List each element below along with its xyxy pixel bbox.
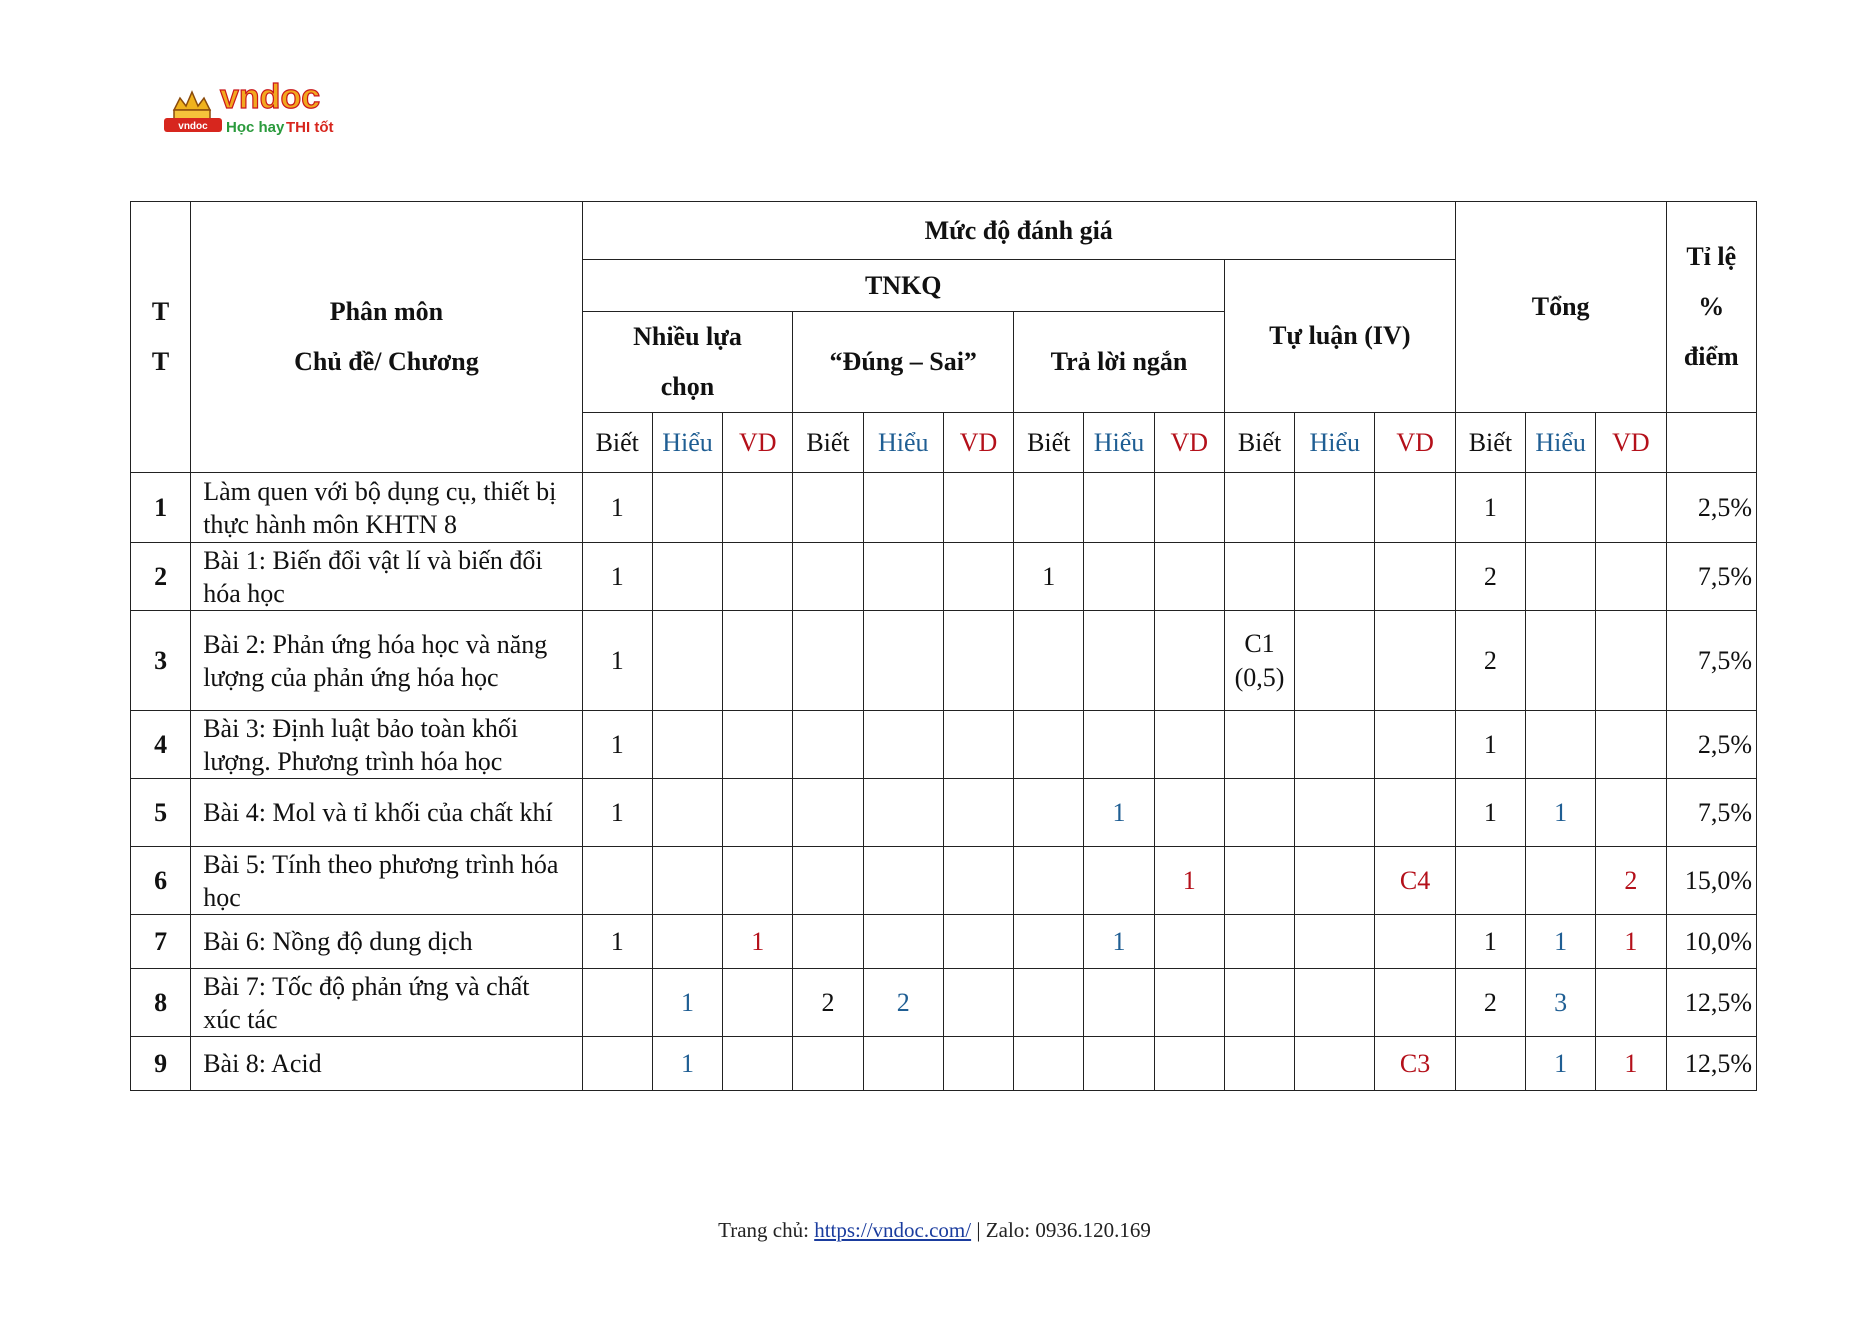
count-cell: 1 [1455,711,1525,779]
vndoc-logo [160,80,350,142]
count-cell [652,611,722,711]
count-cell [1375,779,1455,847]
count-cell [1526,611,1596,711]
count-cell [1295,969,1375,1037]
count-cell [652,847,722,915]
svg-text:Học hay: Học hay [226,119,285,136]
count-cell: 3 [1526,969,1596,1037]
count-cell [723,473,793,543]
count-cell [652,915,722,969]
header-tra-loi-ngan: Trả lời ngắn [1014,312,1225,413]
count-cell [1084,969,1154,1037]
count-cell [863,1037,943,1091]
count-cell [943,847,1013,915]
count-cell [793,611,863,711]
count-cell [943,969,1013,1037]
count-cell [863,611,943,711]
level-biet: Biết [1014,413,1084,473]
count-cell [1154,969,1224,1037]
count-cell [943,915,1013,969]
row-topic: Bài 7: Tốc độ phản ứng và chất xúc tác [191,969,582,1037]
table-row [131,543,1757,611]
count-cell: 2 [1455,543,1525,611]
count-cell: C4 [1375,847,1455,915]
count-cell [793,1037,863,1091]
count-cell [1224,969,1294,1037]
count-cell [1014,711,1084,779]
footer-link[interactable]: https://vndoc.com/ [814,1218,972,1242]
count-cell: 1 [582,611,652,711]
count-cell: 1 [582,543,652,611]
count-cell [793,779,863,847]
count-cell [582,1037,652,1091]
count-cell [1154,711,1224,779]
svg-text:THI tốt: THI tốt [286,119,334,136]
level-hieu: Hiểu [1084,413,1154,473]
assessment-matrix-table [130,201,1757,1091]
count-cell [1375,915,1455,969]
count-cell [793,473,863,543]
count-cell [1014,611,1084,711]
count-cell [863,847,943,915]
count-cell [1375,711,1455,779]
count-cell [1224,543,1294,611]
row-percent: 2,5% [1666,473,1756,543]
header-tong: Tổng [1455,202,1666,413]
row-percent: 2,5% [1666,711,1756,779]
level-hieu: Hiểu [1526,413,1596,473]
header-subject-text: Phân môn Chủ đề/ Chương [294,297,479,376]
count-cell: 1 [1526,779,1596,847]
count-cell: 1 [652,969,722,1037]
count-cell [582,847,652,915]
count-cell: 2 [863,969,943,1037]
count-cell: 1 [1455,915,1525,969]
count-cell [1014,473,1084,543]
count-cell [1596,543,1666,611]
count-cell [1224,847,1294,915]
header-ti-le [1666,202,1756,413]
level-biet: Biết [582,413,652,473]
table-row [131,969,1757,1037]
count-cell [1224,711,1294,779]
row-percent: 7,5% [1666,779,1756,847]
count-cell [1596,711,1666,779]
count-cell: C3 [1375,1037,1455,1091]
count-cell [1084,1037,1154,1091]
count-cell [723,711,793,779]
count-cell [1154,1037,1224,1091]
count-cell: 1 [1455,779,1525,847]
row-number: 3 [131,611,191,711]
table-row [131,915,1757,969]
count-cell [863,473,943,543]
header-tt-text: T T [151,297,170,376]
count-cell [1526,847,1596,915]
count-cell: 1 [723,915,793,969]
count-cell: 1 [652,1037,722,1091]
vndoc-logo-graphic [160,80,350,142]
count-cell [1014,1037,1084,1091]
count-cell: 1 [582,473,652,543]
count-cell [1014,779,1084,847]
header-nhieu-lua-chon [582,312,793,413]
header-nhieu-lua-chon-text: Nhiều lựa chọn [633,322,742,401]
count-cell [793,847,863,915]
count-cell: 1 [582,779,652,847]
count-cell [1526,543,1596,611]
count-cell [793,543,863,611]
table-row [131,779,1757,847]
header-dung-sai: “Đúng – Sai” [793,312,1014,413]
count-cell [1084,543,1154,611]
count-cell [1224,1037,1294,1091]
count-cell [582,969,652,1037]
row-topic: Bài 3: Định luật bảo toàn khối lượng. Phương trình hóa học [191,711,582,779]
svg-text:vndoc: vndoc [178,121,208,132]
header-tt [131,202,191,473]
level-vd: VD [1154,413,1224,473]
level-hieu: Hiểu [652,413,722,473]
count-cell [1375,473,1455,543]
count-cell [1295,847,1375,915]
level-biet: Biết [793,413,863,473]
count-cell [943,779,1013,847]
row-topic: Bài 6: Nồng độ dung dịch [191,915,582,969]
count-cell [863,915,943,969]
count-cell [1295,611,1375,711]
count-cell [943,543,1013,611]
count-cell [723,969,793,1037]
count-cell: 1 [582,915,652,969]
count-cell: 1 [1455,473,1525,543]
row-topic: Bài 2: Phản ứng hóa học và năng lượng của phản ứng hóa học [191,611,582,711]
table-row [131,1037,1757,1091]
count-cell: 1 [1084,779,1154,847]
count-cell [943,711,1013,779]
header-ti-le-text: Tỉ lệ % điểm [1683,242,1739,371]
level-biet: Biết [1224,413,1294,473]
count-cell [1224,473,1294,543]
count-cell [1084,611,1154,711]
row-topic: Bài 4: Mol và tỉ khối của chất khí [191,779,582,847]
count-cell: 1 [1596,915,1666,969]
count-cell [1295,711,1375,779]
row-topic: Bài 8: Acid [191,1037,582,1091]
count-cell [1375,611,1455,711]
count-cell [943,611,1013,711]
level-empty-cell [1666,413,1756,473]
table-row [131,611,1757,711]
header-muc-do: Mức độ đánh giá [582,202,1455,260]
count-cell [1154,543,1224,611]
table-row [131,473,1757,543]
row-number: 2 [131,543,191,611]
count-cell [863,543,943,611]
count-cell [1375,543,1455,611]
row-number: 7 [131,915,191,969]
count-cell: 1 [1596,1037,1666,1091]
count-cell [863,711,943,779]
count-cell [1526,473,1596,543]
count-cell [1014,915,1084,969]
row-percent: 7,5% [1666,543,1756,611]
level-hieu: Hiểu [1295,413,1375,473]
footer-contact: | Zalo: 0936.120.169 [971,1218,1151,1242]
count-cell [1526,711,1596,779]
count-cell: 1 [1084,915,1154,969]
count-cell [1295,915,1375,969]
count-cell: 2 [793,969,863,1037]
count-cell [723,543,793,611]
row-percent: 10,0% [1666,915,1756,969]
count-cell [943,473,1013,543]
row-number: 9 [131,1037,191,1091]
count-cell [1596,969,1666,1037]
count-cell: 2 [1596,847,1666,915]
count-cell [652,779,722,847]
count-cell [1295,473,1375,543]
count-cell [723,779,793,847]
count-cell [1014,969,1084,1037]
header-subject [191,202,582,473]
count-cell [793,711,863,779]
count-cell [1455,1037,1525,1091]
count-cell: 1 [1526,1037,1596,1091]
count-cell [652,543,722,611]
count-cell: 1 [1014,543,1084,611]
count-cell [1224,779,1294,847]
count-cell [863,779,943,847]
row-topic: Bài 1: Biến đổi vật lí và biến đổi hóa học [191,543,582,611]
row-percent: 15,0% [1666,847,1756,915]
level-vd: VD [1596,413,1666,473]
count-cell: 2 [1455,611,1525,711]
header-tu-luan: Tự luận (IV) [1224,260,1455,413]
count-cell: 1 [582,711,652,779]
count-cell [1084,711,1154,779]
footer-label: Trang chủ: [718,1218,815,1242]
count-cell [723,611,793,711]
page-footer [0,1218,1869,1243]
row-number: 4 [131,711,191,779]
header-tnkq: TNKQ [582,260,1224,312]
svg-text:vndoc: vndoc [220,80,321,116]
count-cell [1014,847,1084,915]
level-vd: VD [1375,413,1455,473]
row-number: 8 [131,969,191,1037]
count-cell [1084,473,1154,543]
count-cell [1295,543,1375,611]
count-cell [1375,969,1455,1037]
row-percent: 12,5% [1666,969,1756,1037]
count-cell [1154,611,1224,711]
count-cell: 1 [1526,915,1596,969]
count-cell [1295,779,1375,847]
row-percent: 12,5% [1666,1037,1756,1091]
count-cell [652,711,722,779]
count-cell [1596,611,1666,711]
level-hieu: Hiểu [863,413,943,473]
row-percent: 7,5% [1666,611,1756,711]
count-cell [652,473,722,543]
level-biet: Biết [1455,413,1525,473]
count-cell: 2 [1455,969,1525,1037]
count-cell [1596,473,1666,543]
level-vd: VD [723,413,793,473]
count-cell [1154,473,1224,543]
count-cell [723,847,793,915]
row-number: 5 [131,779,191,847]
table-row [131,847,1757,915]
row-topic: Làm quen với bộ dụng cụ, thiết bị thực hành môn KHTN 8 [191,473,582,543]
row-number: 6 [131,847,191,915]
count-cell [1154,915,1224,969]
count-cell [943,1037,1013,1091]
count-cell [793,915,863,969]
count-cell [1295,1037,1375,1091]
level-vd: VD [943,413,1013,473]
count-cell [1224,915,1294,969]
count-cell [1455,847,1525,915]
row-number: 1 [131,473,191,543]
count-cell [1084,847,1154,915]
count-cell: 1 [1154,847,1224,915]
table-row [131,711,1757,779]
count-cell: C1 (0,5) [1224,611,1294,711]
count-cell [1596,779,1666,847]
count-cell [1154,779,1224,847]
row-topic: Bài 5: Tính theo phương trình hóa học [191,847,582,915]
count-cell [723,1037,793,1091]
